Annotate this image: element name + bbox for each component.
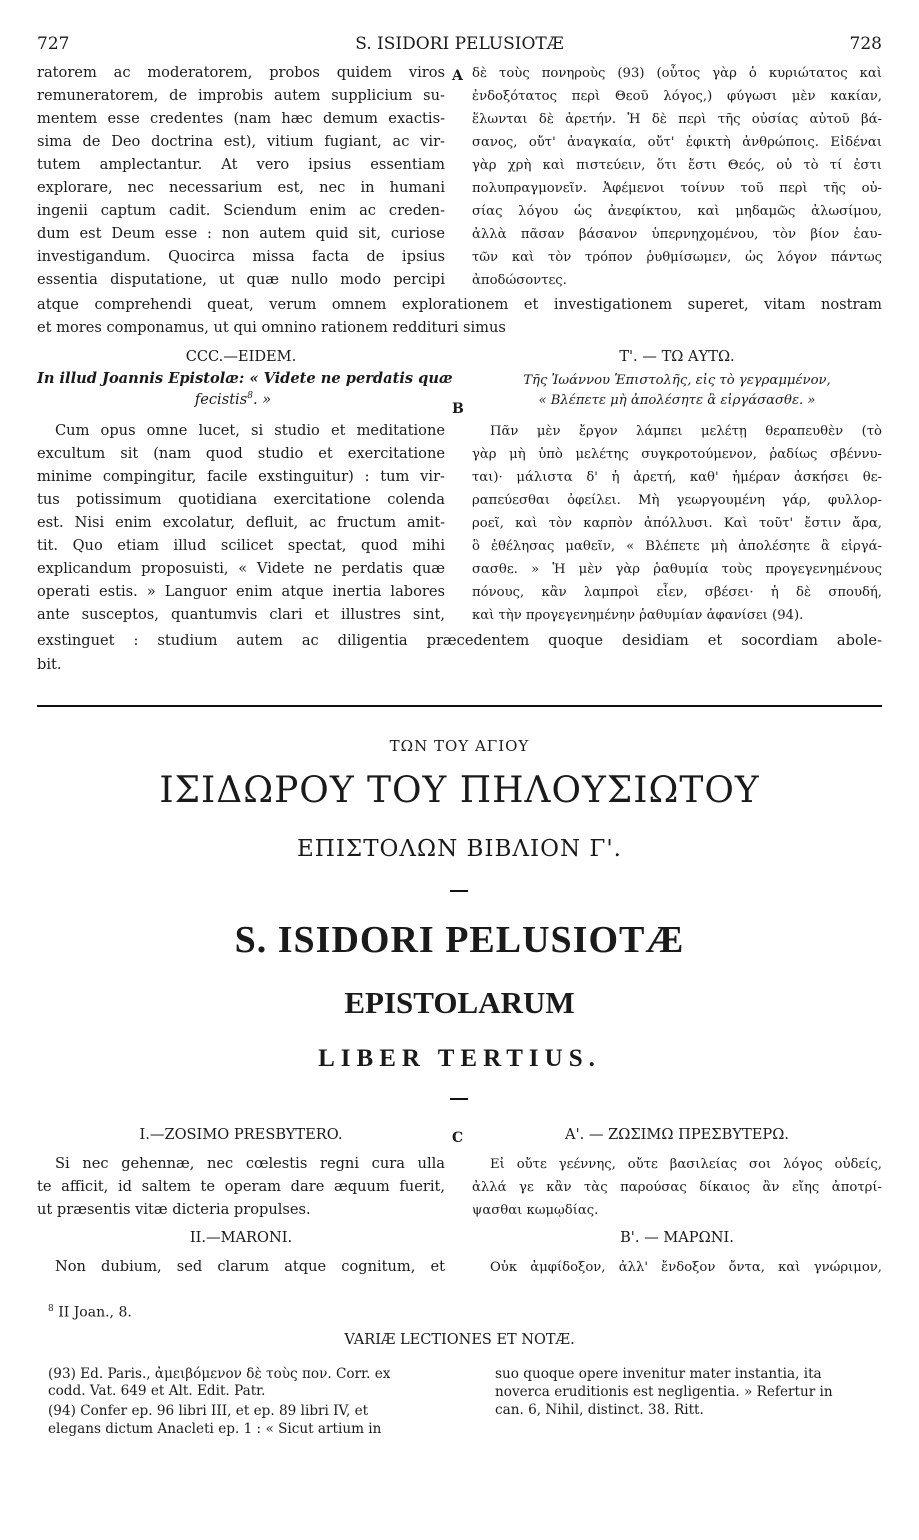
text-line: ἀλλὰ πᾶσαν βάσανον ὑπερνηχομένου, τὸν βίον ἑαυ- bbox=[472, 227, 882, 242]
text-line: dum est Deum esse : non autem quid sit, curiose bbox=[37, 225, 445, 242]
text-line: ut præsentis vitæ dicteria propulses. bbox=[37, 1201, 311, 1218]
column-marker-a: A bbox=[452, 68, 463, 84]
book-title-latin-name: S. ISIDORI PELUSIOTÆ bbox=[234, 919, 685, 961]
text-line: Πᾶν μὲν ἔργον λάμπει μελέτῃ θεραπευθὲν (τὸ bbox=[490, 424, 882, 439]
text-line: ἀλλά γε κἂν τὰς παρούσας δίκαιος ἂν εἴης ἀποτρί- bbox=[472, 1180, 882, 1195]
text-line: ψασθαι κωμῳδίας. bbox=[472, 1203, 599, 1218]
title-dash bbox=[450, 890, 468, 892]
text-line: ραπεύεσθαι ὀφείλει. Μὴ γεωργουμένη γάρ, φυλλορ- bbox=[472, 493, 882, 508]
text-line: δὲ τοὺς πονηροὺς (93) (οὗτος γὰρ ὁ κυριώτατος καὶ bbox=[472, 66, 882, 81]
text-line: remuneratorem, de improbis autem supplicium su- bbox=[37, 87, 445, 104]
text-line: σανος, οὔτ' ἀναγκαία, οὔτ' ἐφικτὴ ἀνθρώποις. Εἰδέναι bbox=[472, 135, 882, 150]
text-line: ingenii captum cadit. Sciendum enim ac creden- bbox=[37, 202, 445, 219]
running-title: S. ISIDORI PELUSIOTÆ bbox=[355, 34, 564, 54]
book-title-greek-small: ΤΩΝ ΤΟΥ ΑΓΙΟΥ bbox=[389, 737, 530, 755]
text-line: tutem amplectantur. At vero ipsius essentiam bbox=[37, 156, 445, 173]
column-marker-b: B bbox=[452, 401, 464, 417]
book-title-latin-liber: LIBER TERTIUS. bbox=[318, 1045, 601, 1072]
text-line: operati estis. » Languor enim atque inertia labores bbox=[37, 583, 445, 600]
page-number-left: 727 bbox=[37, 34, 70, 54]
text-line: explicandum proposuisti, « Videte ne perdatis quæ bbox=[37, 560, 445, 577]
note-line: (94) Confer ep. 96 libri III, et ep. 89 libri IV, et bbox=[48, 1403, 369, 1419]
text-line: mentem esse credentes (nam hæc demum exactis- bbox=[37, 110, 445, 127]
text-line: ἐνδοξότατος περὶ Θεοῦ λόγος,) φύγωσι μὲν κακίαν, bbox=[472, 89, 882, 104]
text-line: σίας λόγου ὡς ἀνεφίκτου, καὶ μηδαμῶς ἀλωσίμου, bbox=[472, 204, 882, 219]
letter-300-greek-heading: Τ'. — ΤΩ ΑΥΤΩ. bbox=[619, 348, 735, 365]
text-line: tus potissimum quotidiana exercitatione colenda bbox=[37, 491, 445, 508]
text-line-full: et mores componamus, ut qui omnino rationem reddituri simus bbox=[37, 319, 506, 336]
text-line: explorare, nec necessarium est, nec in humani bbox=[37, 179, 445, 196]
notes-heading: VARIÆ LECTIONES ET NOTÆ. bbox=[344, 1332, 575, 1348]
note-line: elegans dictum Anacleti ep. 1 : « Sicut artium in bbox=[48, 1421, 382, 1437]
subject-close: . » bbox=[252, 390, 272, 408]
text-line: ἀποδώσοντες. bbox=[472, 273, 567, 288]
note-line: can. 6, Nihil, distinct. 38. Ritt. bbox=[495, 1402, 704, 1418]
text-line: γὰρ χρὴ καὶ πιστεύειν, ὅτι ἔστι Θεός, οὐ τὸ τί ἐστι bbox=[472, 158, 882, 173]
page-number-right: 728 bbox=[849, 34, 882, 54]
text-line: ratorem ac moderatorem, probos quidem viros bbox=[37, 64, 445, 81]
footnote-mark: 8 bbox=[48, 1304, 54, 1314]
text-line: ὃ ἐθέλησας μαθεῖν, « Βλέπετε μὴ ἀπολέσητε ἃ εἰργά- bbox=[472, 539, 882, 554]
text-line: καὶ τὴν προγεγενημένην ῥαθυμίαν ἀφανίσει (94). bbox=[472, 608, 804, 623]
letter-1-greek-heading: Α'. — ΖΩΣΙΜΩ ΠΡΕΣΒΥΤΕΡΩ. bbox=[565, 1126, 789, 1143]
column-marker-c: C bbox=[452, 1130, 464, 1146]
text-line: excultum sit (nam quod studio et exercitatione bbox=[37, 445, 445, 462]
letter-2-greek-heading: Β'. — ΜΑΡΩΝΙ. bbox=[620, 1229, 734, 1246]
text-line: γὰρ μὴ ὑπὸ μελέτης συγκροτούμενον, ῥαδίως σβέννυ- bbox=[472, 447, 882, 462]
subject-text: fecistis bbox=[194, 390, 248, 408]
letter-1-latin-heading: I.—ZOSIMO PRESBYTERO. bbox=[139, 1126, 343, 1143]
text-line: investigandum. Quocirca missa facta de ipsius bbox=[37, 248, 445, 265]
footnote bbox=[48, 1305, 132, 1320]
letter-300-latin-subject-end bbox=[37, 392, 429, 407]
text-line: ante susceptos, quantumvis clari et illustres sint, bbox=[37, 606, 445, 623]
text-line: Si nec gehennæ, nec cœlestis regni cura ulla bbox=[55, 1155, 445, 1172]
letter-300-greek-subject: Τῆς Ἰωάννου Ἐπιστολῆς, εἰς τὸ γεγραμμένον, bbox=[523, 373, 831, 388]
text-line: Εἰ οὔτε γεέννης, οὔτε βασιλείας σοι λόγος οὐδείς, bbox=[490, 1157, 882, 1172]
section-divider bbox=[37, 705, 882, 707]
book-title-greek-book: ΕΠΙΣΤΟΛΩΝ ΒΙΒΛΙΟΝ Γ'. bbox=[297, 836, 622, 862]
text-line-full: bit. bbox=[37, 656, 62, 673]
letter-2-latin-heading: II.—MARONI. bbox=[189, 1229, 293, 1246]
text-line: Cum opus omne lucet, si studio et meditatione bbox=[55, 422, 445, 439]
note-line: suo quoque opere invenitur mater instantia, ita bbox=[495, 1366, 822, 1382]
text-line: est. Nisi enim excolatur, defluit, ac fructum amit- bbox=[37, 514, 445, 531]
text-line: ροεῖ, καὶ τὸν καρπὸν ἀπόλλυσι. Καὶ τοῦτ' ἔστιν ἄρα, bbox=[472, 516, 882, 531]
text-line: τῶν καὶ τὸν τρόπον ῥυθμίσωμεν, ὡς λόγον πάντως bbox=[472, 250, 882, 265]
text-line: essentia disputatione, ut quæ nullo modo percipi bbox=[37, 271, 445, 288]
title-dash bbox=[450, 1098, 468, 1100]
text-line: σασθε. » Ἡ μὲν γὰρ ῥαθυμία τοὺς προγεγενημένους bbox=[472, 562, 882, 577]
letter-300-greek-subject-end: « Βλέπετε μὴ ἀπολέσητε ἃ εἰργάσασθε. » bbox=[538, 393, 816, 408]
letter-300-latin-heading: CCC.—EIDEM. bbox=[185, 348, 297, 365]
text-line: Οὐκ ἀμφίδοξον, ἀλλ' ἔνδοξον ὄντα, καὶ γνώριμον, bbox=[490, 1260, 882, 1275]
text-line-full: exstinguet : studium autem ac diligentia præcedentem quoque desidiam et socordiam abole- bbox=[37, 632, 882, 649]
note-line: noverca eruditionis est negligentia. » Refertur in bbox=[495, 1384, 833, 1400]
text-line: tit. Quo etiam illud scilicet spectat, quod mihi bbox=[37, 537, 445, 554]
text-line: minime compingitur, facile exstinguitur) : tum vir- bbox=[37, 468, 445, 485]
book-title-greek-name: ΙΣΙΔΩΡΟΥ ΤΟΥ ΠΗΛΟΥΣΙΩΤΟΥ bbox=[159, 770, 760, 811]
letter-300-latin-subject: In illud Joannis Epistolæ: « Videte ne perdatis quæ bbox=[37, 370, 453, 387]
text-line: Non dubium, sed clarum atque cognitum, et bbox=[55, 1258, 445, 1275]
text-line: ἕλωνται δὲ ἀρετήν. Ἡ δὲ περὶ τῆς οὐσίας αὐτοῦ βά- bbox=[472, 112, 882, 127]
text-line: πολυπραγμονεῖν. Ἀφέμενοι τοίνυν τοῦ περὶ τῆς οὐ- bbox=[472, 181, 882, 196]
text-line-full: atque comprehendi queat, verum omnem explorationem et investigationem superet, vitam nostram bbox=[37, 296, 882, 313]
footnote-text: II Joan., 8. bbox=[58, 1304, 132, 1321]
book-title-latin-epistolarum: EPISTOLARUM bbox=[344, 985, 575, 1020]
text-line: te afficit, id saltem te operam dare æquum fuerit, bbox=[37, 1178, 445, 1195]
note-line: (93) Ed. Paris., ἀμειβόμενον δὲ τοὺς πον. Corr. ex bbox=[48, 1366, 391, 1382]
footnote-ref: 8 bbox=[247, 391, 253, 401]
note-line: codd. Vat. 649 et Alt. Edit. Patr. bbox=[48, 1383, 266, 1399]
text-line: πόνους, κἂν λαμπροὶ εἶεν, σβέσει· ἡ δὲ σπουδή, bbox=[472, 585, 882, 600]
text-line: sima de Deo doctrina est), vitium fugiant, ac vir- bbox=[37, 133, 445, 150]
text-line: ται)· μάλιστα δ' ἡ ἀρετή, καθ' ἡμέραν ἀσκήσει θε- bbox=[472, 470, 882, 485]
